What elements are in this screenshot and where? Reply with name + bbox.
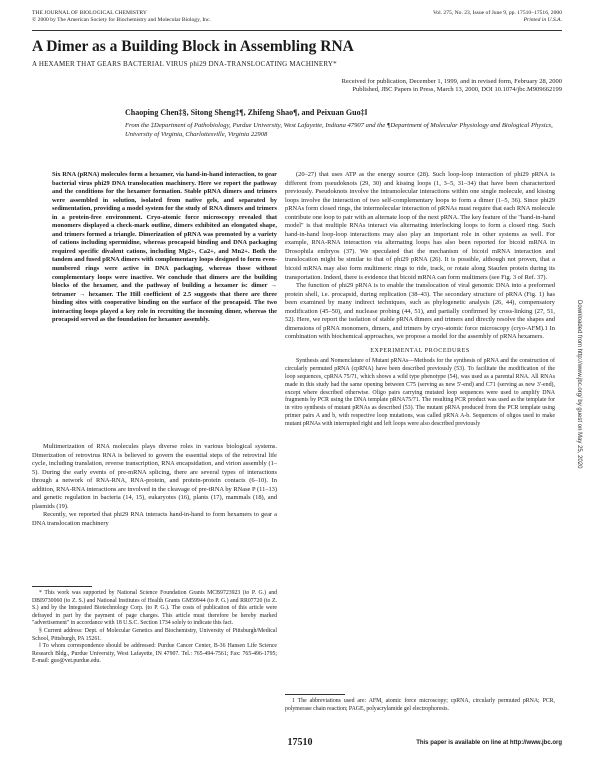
published-line: Published, JBC Papers in Press, March 13, 2000, DOI 10.1074/jbc.M909662199 [352, 86, 562, 93]
received-line: Received for publication, December 1, 1999, and in revised form, February 28, 2000 [341, 78, 562, 85]
download-sidebar [574, 300, 584, 640]
affiliation: From the ‡Department of Pathobiology, Purdue University, West Lafayette, Indiana 47907 and the ¶Department of Molecular Physiology and Biological Physics, University of Virginia, Charlottesville, Virginia 22908 [125, 122, 553, 138]
page-number: 17510 [287, 737, 313, 748]
body-paragraph: Multimerization of RNA molecules plays diverse roles in various biological systems. Dimerization of retrovirus RNA is believed to govern the essential steps of the retroviral life cycle, including translation, reverse transcription, RNA encapsidation, and virion assembly (1–5). During the early events of pre-mRNA splicing, there are several types of interactions through a network of RNA-RNA, RNA-protein, and protein-protein contacts (6–10). In addition, RNA-RNA interactions are involved in the cleavage of pre-tRNA by RNase P (11–13) and genetic regulation in bacteria (14, 15), eukaryotes (16), plants (17), mammals (18), and plasmids (19). [32, 443, 277, 510]
article-title: A Dimer as a Building Block in Assembling RNA [32, 38, 354, 55]
body-paragraph: (20–27) that uses ATP as the energy source (28). Such loop-loop interaction of phi29 pRNA is different from pseudoknots (29, 30) and kissing loops (1, 3–5, 31–34) that have been characterized previously. Pseudoknots involve the intramolecular interactions within one single molecule, and kissing loops involve the interaction of two self-complementary loops to form a dimer (1–5, 36). Since phi29 pRNAs form closed rings, the intermolecular interaction of pRNAs must require that each RNA molecule contribute one loop to pair with an alternate loop of the next pRNA. The key feature of the "hand-in-hand model" is that multiple RNAs interact via alternating interlocking loops to form a closed ring. Such hand-in-hand loop-loop interactions may also play an important role in other systems as well. For example, RNA-RNA interaction via alternating loops has also been reported for bicoid mRNA in Drosophila embryos (37). We speculated that the mechanism of bicoid mRNA interaction and translocation might be similar to that of phi29 pRNA (26). It is possible, although not proven, that a bicoid mRNA may also form multimeric rings to ride, track, or rotate along Staufen protein during its transportation. Indeed, there is evidence that bicoid mRNA can form multimers (see Fig. 3 of Ref. 37). [285, 171, 555, 281]
body-column-left [32, 443, 277, 528]
body-paragraph: Recently, we reported that phi29 RNA interacts hand-in-hand to form hexamers to gear a DNA translocation machinery [32, 511, 277, 527]
footnote: ‖ To whom correspondence should be addressed: Purdue Cancer Center, B-36 Hansen Life Science Research Bldg., Purdue University, West Lafayette, IN 47907. Tel.: 765-494-7561; Fax: 765-496-1795; E-mail: guo@vet.purdue.edu. [32, 643, 277, 665]
body-paragraph: The function of phi29 pRNA is to enable the translocation of viral genomic DNA into a preformed protein shell, i.e. procapsid, during replication (38–43). The secondary structure of pRNA (Fig. 1) has been examined by many indirect techniques, such as phylogenetic analysis (26, 44), compensatory modification (45–50), and nuclease probing (44, 51), and partially confirmed by cross-linking (27, 51, 52). Here, we report the isolation of stable pRNA dimers and trimers and directly resolve the shapes and dimensions of pRNA monomers, dimers, and trimers by cryo-atomic force microscopy (cryo-AFM).1 In combination with biochemical approaches, we propose a model for the assembly of pRNA hexamers. [285, 282, 555, 341]
footnote: 1 The abbreviations used are: AFM, atomic force microscopy; cpRNA, circularly permuted pRNA; PCR, polymerase chain reaction; PAGE, polyacrylamide gel electrophoresis. [285, 698, 555, 712]
footnote: § Current address: Dept. of Molecular Genetics and Biochemistry, University of Pittsburgh/Medical School, Pittsburgh, PA 15261. [32, 627, 277, 642]
journal-name: THE JOURNAL OF BIOLOGICAL CHEMISTRY [32, 10, 147, 16]
methods-paragraph: Synthesis and Nomenclature of Mutant pRNAs—Methods for the synthesis of pRNA and the construction of circularly permuted pRNA (cpRNA) have been described previously (53). To facilitate the modification of the loop sequences, cpRNA 75/71, which shows a wild type phenotype (54), was used as a parental RNA. All RNAs made in this study had the same opening between C75 (serving as new 5′-end) and C71 (serving as new 3′-end), except where described otherwise. Oligo pairs carrying mutated loop sequences were used to amplify DNA fragments by PCR using the DNA template pRNA75/71. The resulting PCR product was used as the template for in vitro synthesis of mutant pRNAs as described (53). The mutant pRNA produced from the PCR template using primer pairs A and b, with respective loop mutations, was called pRNA A-b. Sequences of oligos used to make mutant pRNAs with interrupted right and left loops were also described previously [285, 358, 555, 427]
header-rule [32, 30, 562, 31]
download-note: Downloaded from http://www.jbc.org/ by guest on May 25, 2020 [576, 300, 582, 469]
section-heading: EXPERIMENTAL PROCEDURES [370, 347, 470, 354]
author-list: Chaoping Chen‡§, Sitong Sheng‡¶, Zhifeng Shao¶, and Peixuan Guo‡‖ [125, 108, 368, 117]
article-subtitle: A HEXAMER THAT GEARS BACTERIAL VIRUS phi29 DNA-TRANSLOCATING MACHINERY* [32, 60, 337, 68]
abstract: Six RNA (pRNA) molecules form a hexamer, via hand-in-hand interaction, to gear bacterial virus phi29 DNA translocation machinery. Here we report the pathway and the conditions for the hexamer formation. Stable pRNA dimers and trimers were assembled in solution, isolated from native gels, and separated by sedimentation, providing a model system for the study of RNA dimers and trimers in a protein-free environment. Cryo-atomic force microscopy revealed that monomers displayed a check-mark outline, dimers exhibited an elongated shape, and trimers formed a triangle. Dimerization of pRNA was promoted by a variety of cations including spermidine, whereas procapsid binding and DNA packaging required specific divalent cations, including Mg2+, Ca2+, and Mn2+. Both the tandem and fused pRNA dimers with complementary loops designed to form even-numbered rings were active in DNA packaging, whereas those without complementary loops were inactive. We conclude that dimers are the building blocks of the hexamer, and the pathway of building a hexamer is: dimer → tetramer → hexamer. The Hill coefficient of 2.5 suggests that there are three binding sites with cooperative binding on the surface of the procapsid. The two interacting loops played a key role in recruiting the incoming dimer, whereas the procapsid served as the foundation for hexamer assembly. [52, 171, 277, 324]
footnote: * This work was supported by National Science Foundation Grants MCB9723923 (to P. G.) and DBI9730060 (to Z. S.) and National Institutes of Health Grants GM59944 (to P. G.) and RR07720 (to Z. S.) and by the Integrated Biotechnology Corp. (to P. G.). The costs of publication of this article were defrayed in part by the payment of page charges. This article must therefore be hereby marked "advertisement" in accordance with 18 U.S.C. Section 1734 solely to indicate this fact. [32, 590, 277, 627]
footnote-rule [32, 586, 92, 587]
footnotes-left [32, 590, 277, 666]
body-column-right [285, 171, 555, 429]
copyright-line: © 2000 by The American Society for Biochemistry and Molecular Biology, Inc. [32, 17, 211, 23]
footnote-rule [285, 694, 345, 695]
printed-line: Printed in U.S.A. [523, 17, 562, 23]
footnotes-right [285, 698, 555, 713]
volume-line: Vol. 275, No. 23, Issue of June 9, pp. 17510–17516, 2000 [432, 10, 562, 16]
availability-note: This paper is available on line at http://www.jbc.org [416, 740, 562, 746]
publication-history [122, 78, 562, 94]
